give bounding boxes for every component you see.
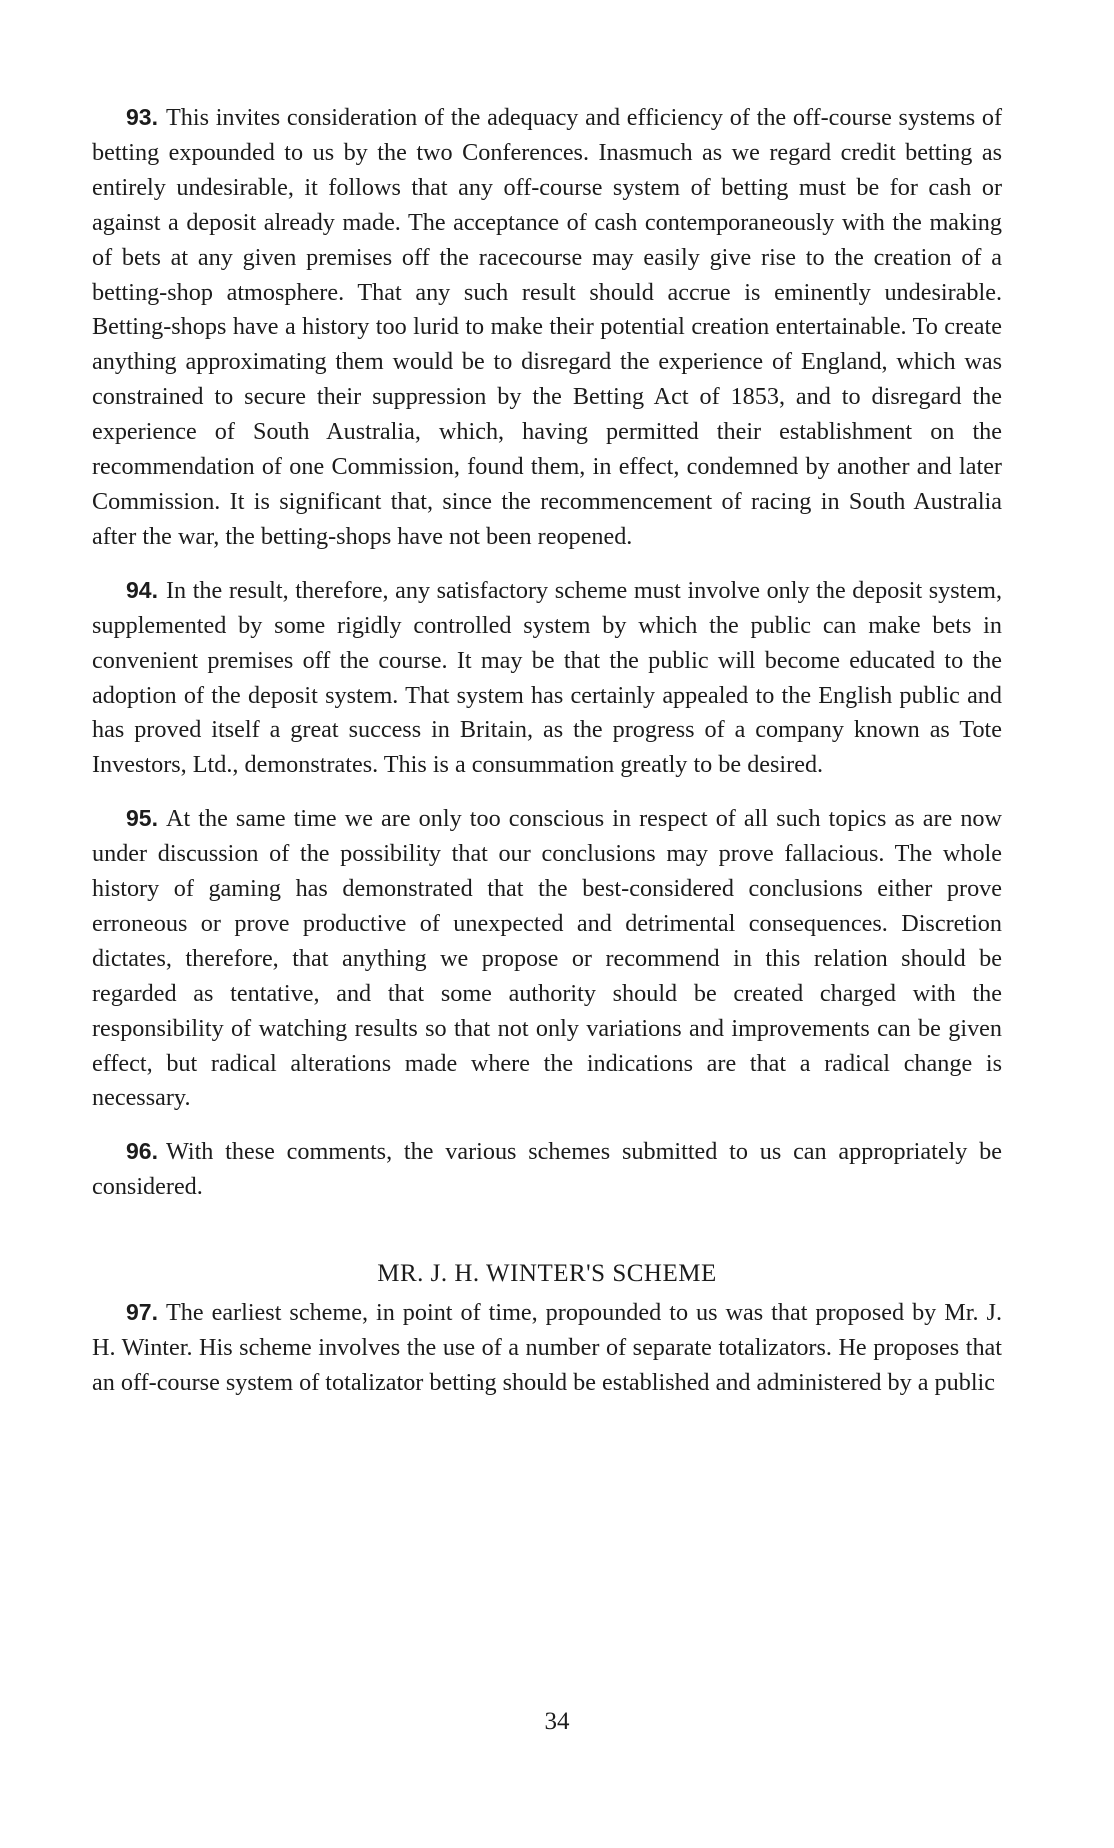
paragraph-text: At the same time we are only too conscious in respect of all such topics as are now under discussion of the possibility that our conclusions may prove fallacious. The whole history of gaming has demonstrated that the best-considered conclusions either prove erroneous or prove productive of unexpected and detrimental consequences. Discretion dictates, therefore, that anything we propose or recommend in this relation should be regarded as tentative, and that some authority should be created charged with the responsibility of watching results so that not only variations and improvements can be given effect, but radical alterations made where the indications are that a radical change is necessary.	[92, 805, 1002, 1112]
paragraph-text: With these comments, the various schemes submitted to us can appropriately be considered.	[92, 1138, 1002, 1201]
section-heading: MR. J. H. WINTER'S SCHEME	[377, 1260, 717, 1288]
paragraph-95	[92, 801, 1002, 1116]
page-number: 34	[544, 1708, 570, 1735]
paragraph-number: 94.	[126, 576, 158, 603]
paragraph-97	[92, 1295, 1002, 1401]
paragraph-number: 96.	[126, 1138, 158, 1165]
document-page	[92, 100, 1002, 1419]
paragraph-text: The earliest scheme, in point of time, propounded to us was that proposed by Mr. J. H. Winter. His scheme involves the use of a number of separate totalizators. He proposes that an off-course system of totalizator betting should be established and administered by a public	[92, 1299, 1002, 1396]
paragraph-text: In the result, therefore, any satisfactory scheme must involve only the deposit system, supplemented by some rigidly controlled system by which the public can make bets in convenient premises off the course. It may be that the public will become educated to the adoption of the deposit system. That system has certainly appealed to the English public and has proved itself a great success in Britain, as the progress of a company known as Tote Investors, Ltd., demonstrates. This is a consummation greatly to be desired.	[92, 576, 1002, 779]
paragraph-number: 93.	[126, 104, 158, 130]
paragraph-number: 95.	[126, 805, 158, 832]
paragraph-93	[92, 100, 1002, 555]
paragraph-text: This invites consideration of the adequacy and efficiency of the off-course systems of betting expounded to us by the two Conferences. Inasmuch as we regard credit betting as entirely undesirable, it follows that any off-course system of betting must be for cash or against a deposit already made. The acceptance of cash contemporaneously with the making of bets at any given premises off the racecourse may easily give rise to the creation of a betting-shop atmosphere. That any such result should accrue is eminently undesirable. Betting-shops have a history too lurid to make their potential creation entertainable. To create anything approximating them would be to disregard the experience of England, which was constrained to secure their suppression by the Betting Act of 1853, and to disregard the experience of South Australia, which, having permitted their establishment on the recommendation of one Commission, found them, in effect, condemned by another and later Commission. It is significant that, since the recommencement of racing in South Australia after the war, the betting-shops have not been reopened.	[92, 104, 1002, 550]
paragraph-number: 97.	[126, 1299, 158, 1326]
paragraph-94	[92, 573, 1002, 783]
paragraph-96	[92, 1134, 1002, 1205]
